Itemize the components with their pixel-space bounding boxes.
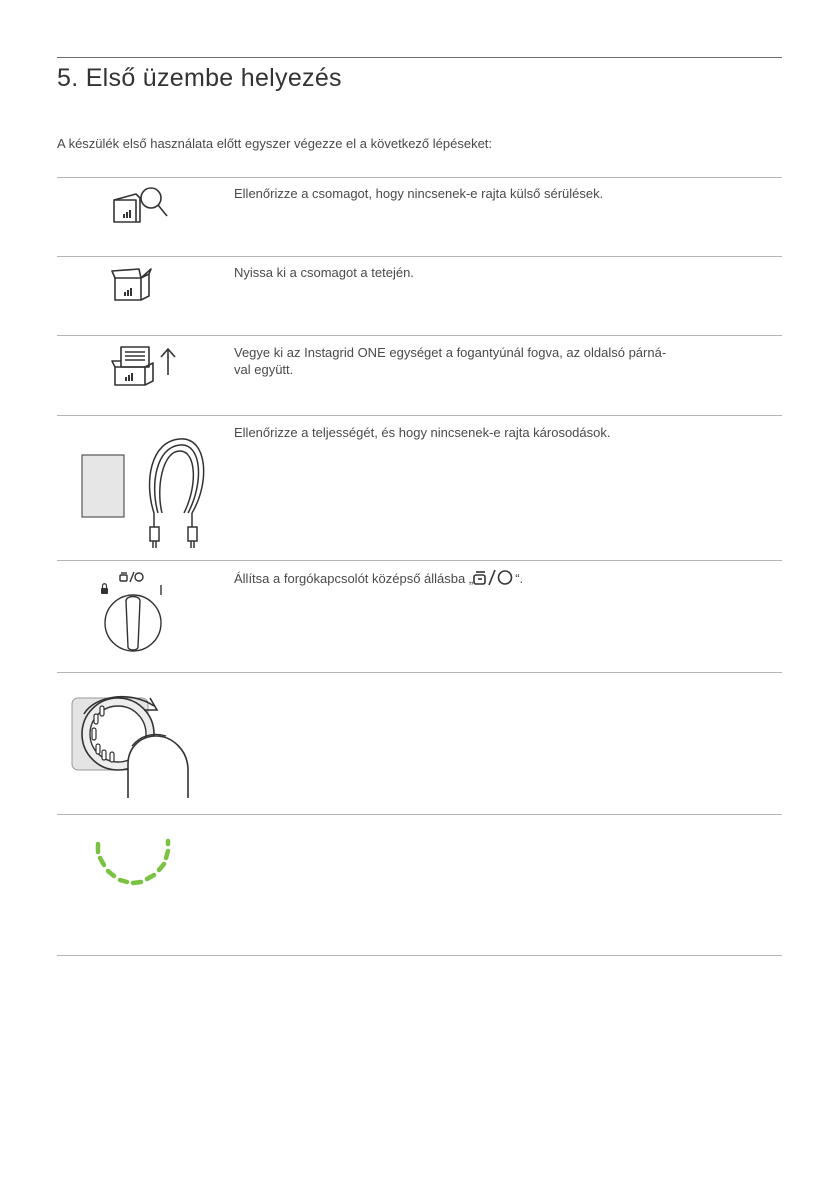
header-rule [57, 57, 782, 58]
step-1-text: Ellenőrizze a csomagot, hogy nincsenek-e rajta külső sérülések. [234, 186, 604, 201]
green-led-ring-icon [92, 838, 174, 890]
plug-connector-rotate-icon [70, 688, 200, 800]
standby-off-symbol-icon [473, 569, 515, 586]
row-divider [57, 560, 782, 561]
row-divider [57, 814, 782, 815]
row-divider [57, 177, 782, 178]
row-divider [57, 955, 782, 956]
lift-out-unit-icon [111, 345, 179, 387]
page-title: 5. Első üzembe helyezés [57, 64, 342, 92]
rotary-switch-icon [98, 569, 168, 665]
step-4-text: Ellenőrizze a teljességét, és hogy nincsenek-e rajta károsodások. [234, 425, 611, 440]
intro-text: A készülék első használata előtt egyszer végezze el a következő lépéseket: [57, 136, 493, 151]
step-3-text: Vegye ki az Instagrid ONE egységet a fogantyúnál fogva, az oldalsó párná- val együtt. [234, 345, 667, 377]
step-5-text: Állítsa a forgókapcsolót középső állásba „ “. [234, 571, 524, 586]
manual-and-cable-icon [80, 433, 212, 551]
package-magnifier-icon [108, 186, 170, 226]
row-divider [57, 415, 782, 416]
row-divider [57, 672, 782, 673]
step-2-text: Nyissa ki a csomagot a tetején. [234, 265, 414, 280]
open-package-icon [111, 266, 155, 302]
row-divider [57, 335, 782, 336]
row-divider [57, 256, 782, 257]
